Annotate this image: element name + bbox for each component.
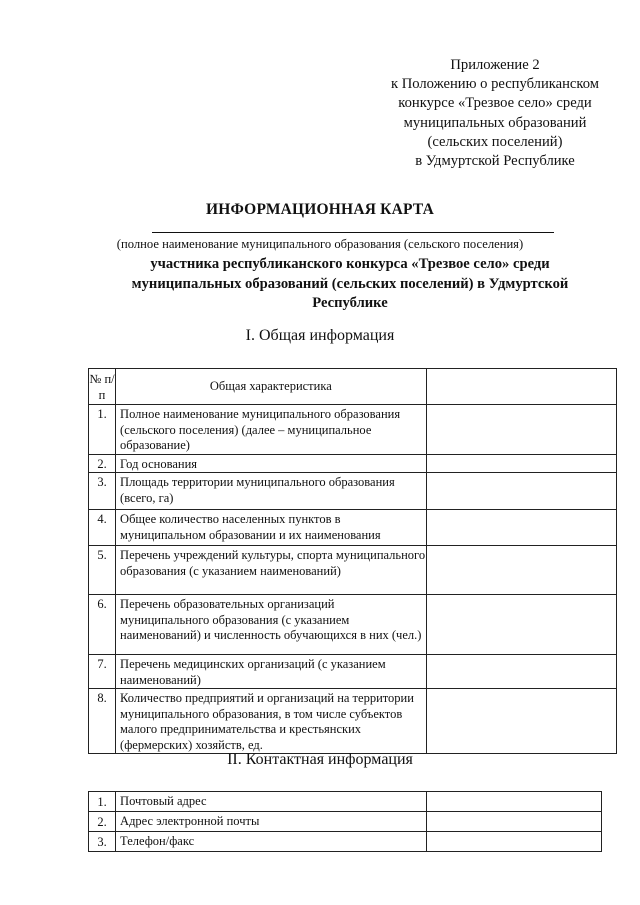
row-text: Площадь территории муниципального образования (всего, га) bbox=[116, 473, 427, 510]
section-contact-title: II. Контактная информация bbox=[227, 751, 413, 768]
name-note: (полное наименование муниципального образования (сельского поселения) bbox=[116, 237, 524, 251]
appendix-line: в Удмуртской Республике bbox=[415, 153, 575, 170]
row-value-cell[interactable] bbox=[426, 546, 616, 595]
row-text: Перечень медицинских организаций (с указанием наименований) bbox=[116, 655, 427, 689]
appendix-line: Приложение 2 bbox=[450, 57, 540, 73]
row-text: Почтовый адрес bbox=[116, 792, 427, 812]
table-row bbox=[89, 689, 617, 754]
row-num: 8. bbox=[89, 689, 116, 754]
row-num: 3. bbox=[89, 832, 116, 852]
table-header-row bbox=[89, 369, 617, 405]
row-text: Адрес электронной почты bbox=[116, 812, 427, 832]
header-value-cell bbox=[426, 369, 616, 405]
table-row bbox=[89, 812, 602, 832]
row-text: Год основания bbox=[116, 454, 427, 473]
appendix-line: муниципальных образований bbox=[403, 114, 587, 131]
row-num: 1. bbox=[89, 792, 116, 812]
table-row bbox=[89, 792, 602, 812]
row-num: 3. bbox=[89, 473, 116, 510]
row-text: Полное наименование муниципального образования (сельского поселения) (далее – муниципальное образование) bbox=[116, 405, 427, 455]
header-num: № п/п bbox=[89, 369, 116, 405]
table-row bbox=[89, 405, 617, 455]
row-num: 7. bbox=[89, 655, 116, 689]
row-num: 6. bbox=[89, 595, 116, 655]
row-value-cell[interactable] bbox=[426, 832, 601, 852]
row-text: Количество предприятий и организаций на территории муниципального образования, в том числе субъектов малого предпринимательства и крестьянских (фермерских) хозяйств, ед. bbox=[116, 689, 427, 754]
appendix-line: конкурсе «Трезвое село» среди bbox=[398, 95, 592, 112]
appendix-header bbox=[370, 56, 620, 171]
row-num: 2. bbox=[89, 454, 116, 473]
table-row bbox=[89, 510, 617, 546]
appendix-line: к Положению о республиканском bbox=[390, 76, 599, 93]
row-value-cell[interactable] bbox=[426, 792, 601, 812]
header-characteristic: Общая характеристика bbox=[116, 369, 427, 405]
name-fill-line bbox=[152, 232, 554, 233]
document-title: ИНФОРМАЦИОННАЯ КАРТА bbox=[205, 201, 435, 218]
table-row bbox=[89, 546, 617, 595]
document-subtitle: участника республиканского конкурса «Трезвое село» среди муниципальных образований (сельских поселений) в Удмуртской Республике bbox=[131, 256, 569, 311]
row-text: Перечень образовательных организаций муниципального образования (с указанием наименований) и численность обучающихся в них (чел.) bbox=[116, 595, 427, 655]
row-value-cell[interactable] bbox=[426, 405, 616, 455]
row-value-cell[interactable] bbox=[426, 812, 601, 832]
row-text: Перечень учреждений культуры, спорта муниципального образования (с указанием наименований) bbox=[116, 546, 427, 595]
section-general-title: I. Общая информация bbox=[245, 327, 395, 344]
row-num: 5. bbox=[89, 546, 116, 595]
table-row bbox=[89, 473, 617, 510]
row-num: 1. bbox=[89, 405, 116, 455]
row-value-cell[interactable] bbox=[426, 510, 616, 546]
table-row bbox=[89, 595, 617, 655]
table-row bbox=[89, 832, 602, 852]
table-row bbox=[89, 655, 617, 689]
general-info-table bbox=[88, 368, 617, 754]
row-text: Телефон/факс bbox=[116, 832, 427, 852]
row-num: 2. bbox=[89, 812, 116, 832]
row-text: Общее количество населенных пунктов в муниципальном образовании и их наименования bbox=[116, 510, 427, 546]
contact-info-table bbox=[88, 791, 602, 852]
row-value-cell[interactable] bbox=[426, 689, 616, 754]
row-value-cell[interactable] bbox=[426, 655, 616, 689]
table-row bbox=[89, 454, 617, 473]
row-value-cell[interactable] bbox=[426, 473, 616, 510]
row-num: 4. bbox=[89, 510, 116, 546]
row-value-cell[interactable] bbox=[426, 595, 616, 655]
row-value-cell[interactable] bbox=[426, 454, 616, 473]
appendix-line: (сельских поселений) bbox=[427, 133, 563, 150]
